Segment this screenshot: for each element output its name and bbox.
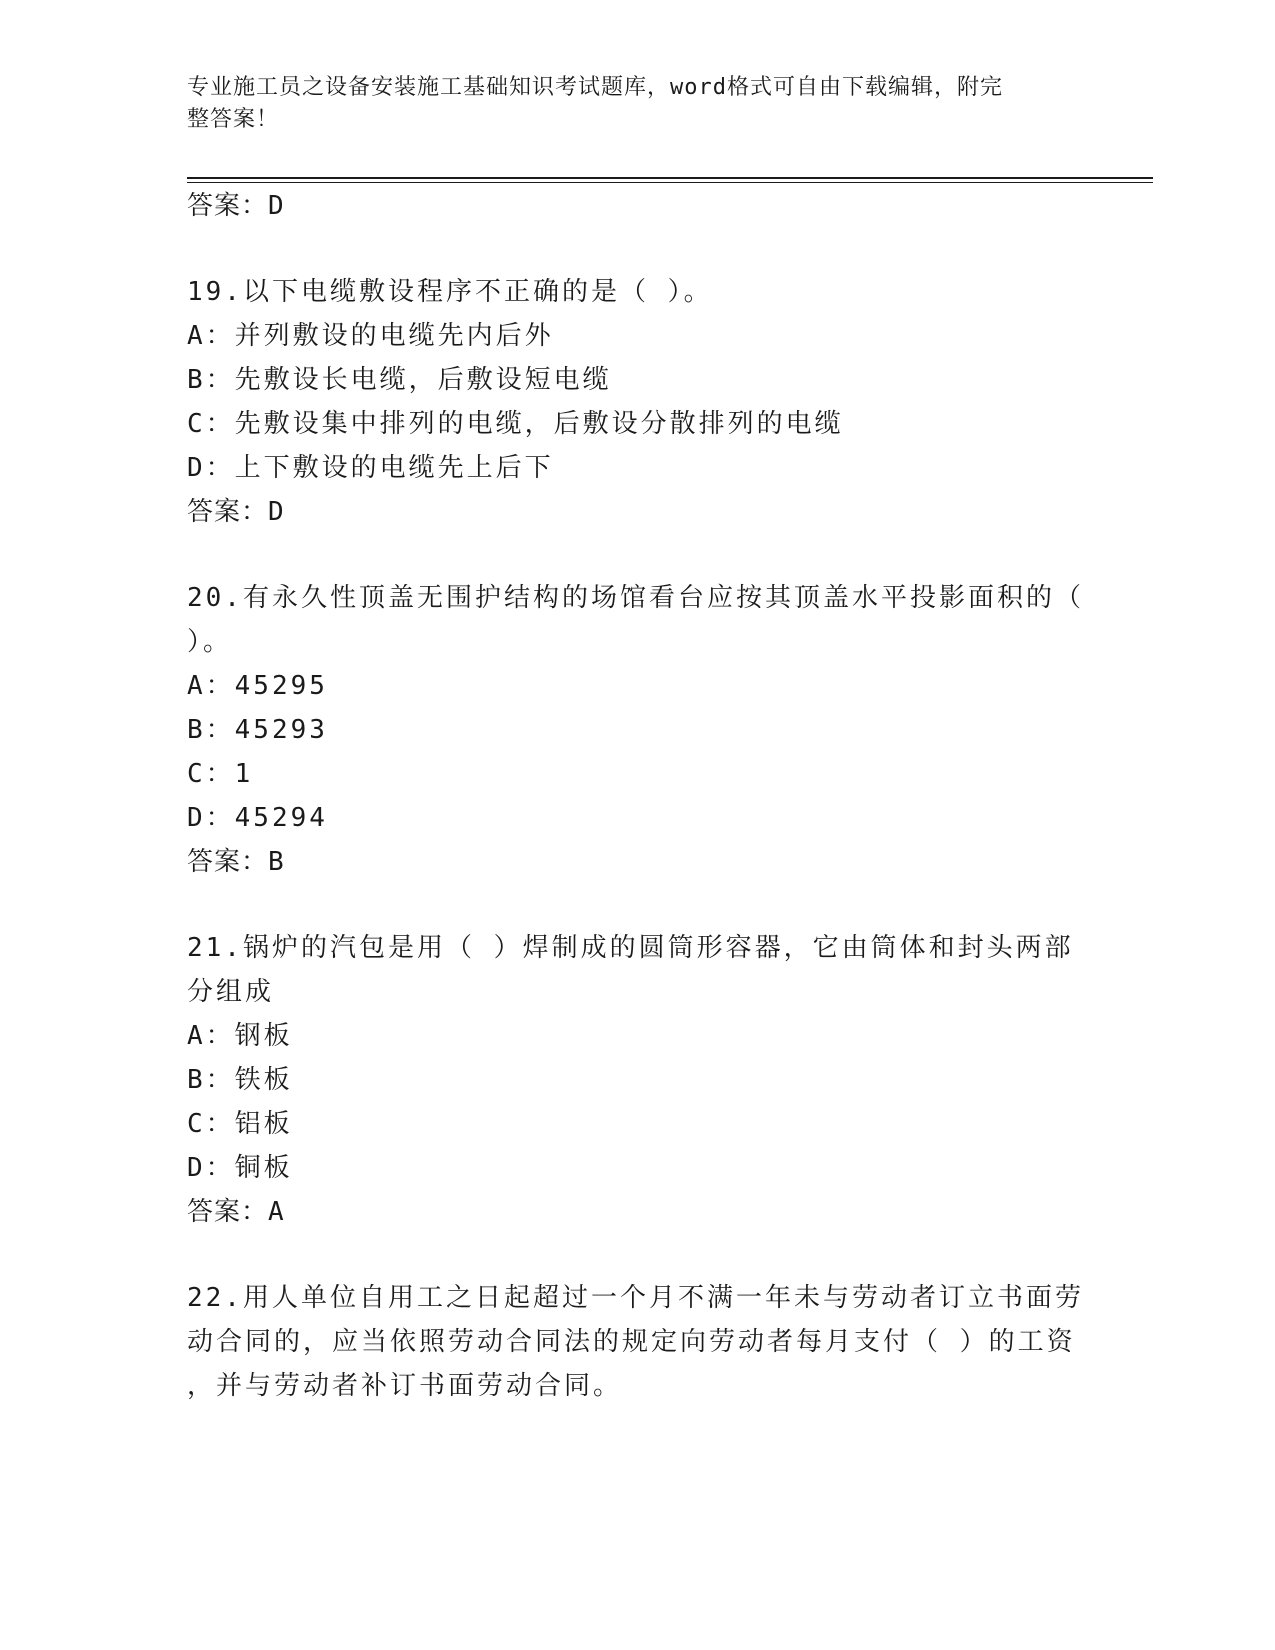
question-19-answer: 答案：D — [187, 497, 285, 527]
question-20-option-a: A：45295 — [187, 671, 328, 701]
question-20-option-c: C：1 — [187, 759, 254, 789]
question-19-option-b: B：先敷设长电缆，后敷设短电缆 — [187, 365, 612, 395]
question-20-option-d: D：45294 — [187, 803, 328, 833]
question-22-text-line-2: 动合同的，应当依照劳动合同法的规定向劳动者每月支付（ ）的工资 — [187, 1327, 1076, 1357]
question-19-option-c: C：先敷设集中排列的电缆，后敷设分散排列的电缆 — [187, 409, 844, 439]
question-21-option-b: B：铁板 — [187, 1065, 293, 1095]
question-21-option-d: D：铜板 — [187, 1153, 293, 1183]
question-19-text: 19.以下电缆敷设程序不正确的是（ ）。 — [187, 277, 713, 307]
answer-18: 答案：D — [187, 191, 285, 221]
question-20-text-line-1: 20.有永久性顶盖无围护结构的场馆看台应按其顶盖水平投影面积的（ — [187, 583, 1084, 613]
question-20-answer: 答案：B — [187, 847, 285, 877]
header-divider — [187, 177, 1153, 179]
question-22-text-line-3: ，并与劳动者补订书面劳动合同。 — [187, 1371, 623, 1401]
header-line-2: 整答案！ — [187, 107, 280, 132]
question-21-option-a: A：钢板 — [187, 1021, 293, 1051]
question-21-option-c: C：铝板 — [187, 1109, 293, 1139]
question-19-option-a: A：并列敷设的电缆先内后外 — [187, 321, 554, 351]
question-21-answer: 答案：A — [187, 1197, 285, 1227]
question-21-text-line-1: 21.锅炉的汽包是用（ ）焊制成的圆筒形容器，它由筒体和封头两部 — [187, 933, 1074, 963]
document-header — [187, 72, 1067, 136]
question-21-text-line-2: 分组成 — [187, 977, 275, 1007]
question-19-option-d: D：上下敷设的电缆先上后下 — [187, 453, 554, 483]
question-20-text-line-2: ）。 — [187, 627, 233, 657]
header-divider-thin — [187, 182, 1153, 183]
question-20-option-b: B：45293 — [187, 715, 328, 745]
question-22-text-line-1: 22.用人单位自用工之日起超过一个月不满一年未与劳动者订立书面劳 — [187, 1283, 1084, 1313]
header-line-1: 专业施工员之设备安装施工基础知识考试题库，word格式可自由下载编辑，附完 — [187, 75, 1003, 100]
